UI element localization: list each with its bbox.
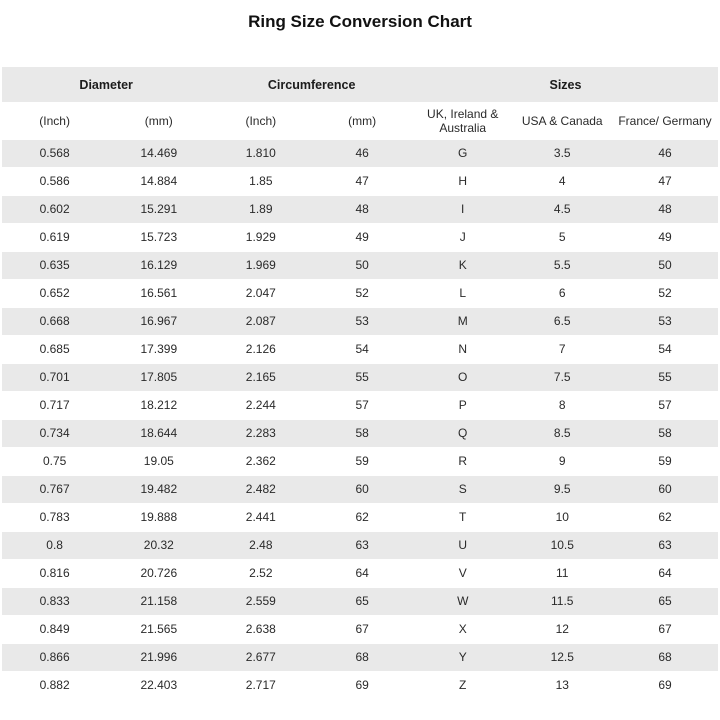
table-cell: 4.5 [512, 195, 612, 223]
table-cell: 65 [612, 587, 718, 615]
table-cell: 2.165 [210, 363, 311, 391]
table-cell: W [413, 587, 513, 615]
table-cell: H [458, 174, 468, 188]
table-cell: 1.969 [210, 251, 311, 279]
table-cell: 55 [311, 363, 413, 391]
page-title: Ring Size Conversion Chart [248, 12, 472, 31]
table-cell: 1.929 [245, 230, 276, 244]
table-cell: V [458, 566, 467, 580]
table-cell: 49 [355, 230, 369, 244]
table-cell: 52 [355, 286, 369, 300]
table-cell: 15.723 [140, 230, 178, 244]
table-cell: 2.482 [210, 475, 311, 503]
table-cell: 58 [612, 419, 718, 447]
table-cell: 46 [612, 139, 718, 167]
table-cell: 64 [355, 566, 369, 580]
table-cell: K [413, 251, 513, 279]
table-row [2, 419, 718, 447]
table-cell: 20.32 [107, 531, 210, 559]
table-cell: 68 [612, 643, 718, 671]
table-cell: X [458, 622, 467, 636]
table-cell: 47 [355, 174, 369, 188]
table-cell: N [458, 342, 468, 356]
table-cell: 19.482 [107, 475, 210, 503]
table-cell: 16.967 [107, 307, 210, 335]
table-row [2, 335, 718, 363]
table-cell: 12 [555, 622, 569, 636]
table-cell: 0.568 [2, 139, 107, 167]
table-cell: 54 [355, 342, 369, 356]
table-cell: 1.85 [249, 174, 273, 188]
table-cell: 50 [311, 251, 413, 279]
table-cell: 59 [355, 454, 369, 468]
table-cell: 57 [355, 398, 369, 412]
table-cell: 2.677 [210, 643, 311, 671]
table-cell: 18.644 [107, 419, 210, 447]
table-cell: 49 [658, 230, 672, 244]
table-row [2, 139, 718, 167]
table-cell: 58 [311, 419, 413, 447]
table-cell: 9.5 [512, 475, 612, 503]
table-cell: O [413, 363, 513, 391]
table-cell: 5 [558, 230, 566, 244]
table-cell: 0.8 [2, 531, 107, 559]
table-cell: 53 [311, 307, 413, 335]
table-cell: 10.5 [512, 531, 612, 559]
table-cell: 60 [612, 475, 718, 503]
table-cell: 62 [658, 510, 672, 524]
table-row [2, 615, 718, 643]
table-cell: 2.52 [249, 566, 273, 580]
column-header-uk-ireland-australia: UK, Ireland & Australia [413, 103, 513, 139]
table-cell: M [413, 307, 513, 335]
table-cell: L [459, 286, 467, 300]
table-cell: 69 [355, 678, 369, 693]
table-row [2, 475, 718, 503]
table-cell: 2.126 [245, 342, 276, 356]
table-header [2, 67, 718, 139]
table-cell: 0.602 [2, 195, 107, 223]
table-cell: 19.888 [140, 510, 178, 524]
table-cell: S [413, 475, 513, 503]
table-cell: 53 [612, 307, 718, 335]
table-cell: J [459, 230, 466, 244]
table-cell: 21.158 [107, 587, 210, 615]
table-cell: 68 [311, 643, 413, 671]
table-cell: G [413, 139, 513, 167]
table-cell: 12.5 [512, 643, 612, 671]
table-row [2, 279, 718, 307]
table-cell: 13 [555, 678, 569, 693]
table-cell: 2.283 [210, 419, 311, 447]
table-cell: 57 [658, 398, 672, 412]
table-cell: 0.767 [2, 475, 107, 503]
table-cell: 50 [612, 251, 718, 279]
table-row [2, 391, 718, 419]
table-cell: 6 [558, 286, 566, 300]
table-cell: 18.212 [140, 398, 178, 412]
table-cell: 0.734 [2, 419, 107, 447]
table-cell: 7.5 [512, 363, 612, 391]
table-cell: 22.403 [140, 678, 178, 693]
table-cell: 65 [311, 587, 413, 615]
table-cell: 1.89 [210, 195, 311, 223]
table-cell: 8 [558, 398, 566, 412]
table-cell: U [413, 531, 513, 559]
table-cell: Z [459, 678, 467, 693]
table-cell: 21.996 [107, 643, 210, 671]
table-cell: 67 [355, 622, 369, 636]
table-row [2, 559, 718, 587]
table-cell: 11 [556, 566, 569, 580]
table-cell: 2.559 [210, 587, 311, 615]
table-cell: T [459, 510, 467, 524]
table-cell: 2.087 [210, 307, 311, 335]
table-cell: 14.884 [140, 174, 178, 188]
group-header-circumference: Circumference [210, 67, 413, 103]
table-cell: 17.805 [107, 363, 210, 391]
table-cell: 63 [311, 531, 413, 559]
table-cell: 5.5 [512, 251, 612, 279]
table-cell: 47 [658, 174, 672, 188]
table-cell: 2.48 [210, 531, 311, 559]
table-cell: 54 [658, 342, 672, 356]
table-cell: I [413, 195, 513, 223]
table-cell: 2.717 [245, 678, 276, 693]
table-cell: 0.668 [2, 307, 107, 335]
table-cell: Y [413, 643, 513, 671]
table-row [2, 531, 718, 559]
table-cell: 21.565 [140, 622, 178, 636]
table-row [2, 643, 718, 671]
table-cell: 0.816 [39, 566, 70, 580]
table-cell: 1.810 [210, 139, 311, 167]
column-header-row [2, 103, 718, 139]
table-row [2, 503, 718, 531]
table-cell: 0.849 [39, 622, 70, 636]
table-cell: 0.882 [39, 678, 70, 693]
table-cell: 0.866 [2, 643, 107, 671]
group-header-sizes: Sizes [413, 67, 718, 103]
table-cell: 60 [311, 475, 413, 503]
table-row [2, 587, 718, 615]
table-cell: 48 [612, 195, 718, 223]
table-row [2, 671, 718, 699]
table-cell: 59 [658, 454, 672, 468]
table-row [2, 223, 718, 251]
table-cell: 48 [311, 195, 413, 223]
table-row [2, 447, 718, 475]
table-row [2, 363, 718, 391]
table-cell: 2.441 [245, 510, 276, 524]
table-cell: 2.244 [245, 398, 276, 412]
table-cell: 46 [311, 139, 413, 167]
table-cell: R [458, 454, 468, 468]
group-header-diameter: Diameter [2, 67, 210, 103]
table-body [2, 139, 718, 699]
table-cell: P [458, 398, 467, 412]
table-cell: 7 [558, 342, 566, 356]
table-cell: 63 [612, 531, 718, 559]
table-cell: 9 [558, 454, 566, 468]
table-cell: 17.399 [140, 342, 178, 356]
column-header-usa-canada: USA & Canada [512, 103, 612, 139]
column-header-diameter-inch: (Inch) [2, 103, 107, 139]
table-cell: 19.05 [143, 454, 174, 468]
table-cell: 2.638 [245, 622, 276, 636]
table-cell: 0.586 [39, 174, 70, 188]
table-cell: 64 [658, 566, 672, 580]
table-cell: 20.726 [140, 566, 178, 580]
table-cell: 0.783 [39, 510, 70, 524]
table-cell: 3.5 [512, 139, 612, 167]
column-header-france-germany: France/ Germany [612, 103, 718, 139]
table-cell: 0.701 [2, 363, 107, 391]
table-cell: 16.561 [140, 286, 178, 300]
table-cell: Q [413, 419, 513, 447]
table-cell: 6.5 [512, 307, 612, 335]
table-row [2, 307, 718, 335]
table-row [2, 195, 718, 223]
table-cell: 0.619 [39, 230, 70, 244]
column-group-header-row [2, 67, 718, 103]
column-header-circumference-mm: (mm) [311, 103, 413, 139]
table-cell: 11.5 [512, 587, 612, 615]
table-cell: 62 [355, 510, 369, 524]
column-header-circumference-inch: (Inch) [210, 103, 311, 139]
column-header-diameter-mm: (mm) [107, 103, 210, 139]
table-cell: 69 [658, 678, 672, 693]
table-cell: 8.5 [512, 419, 612, 447]
table-cell: 67 [658, 622, 672, 636]
table-cell: 0.717 [39, 398, 70, 412]
table-row [2, 167, 718, 195]
table-cell: 16.129 [107, 251, 210, 279]
table-cell: 52 [658, 286, 672, 300]
table-cell: 10 [555, 510, 569, 524]
table-cell: 0.652 [39, 286, 70, 300]
table-cell: 0.833 [2, 587, 107, 615]
table-row [2, 251, 718, 279]
table-cell: 2.362 [245, 454, 276, 468]
table-cell: 14.469 [107, 139, 210, 167]
table-cell: 15.291 [107, 195, 210, 223]
ring-size-conversion-table [2, 67, 718, 699]
table-cell: 4 [558, 174, 566, 188]
table-cell: 0.635 [2, 251, 107, 279]
table-cell: 2.047 [245, 286, 276, 300]
table-cell: 55 [612, 363, 718, 391]
table-cell: 0.685 [39, 342, 70, 356]
table-cell: 0.75 [42, 454, 67, 468]
